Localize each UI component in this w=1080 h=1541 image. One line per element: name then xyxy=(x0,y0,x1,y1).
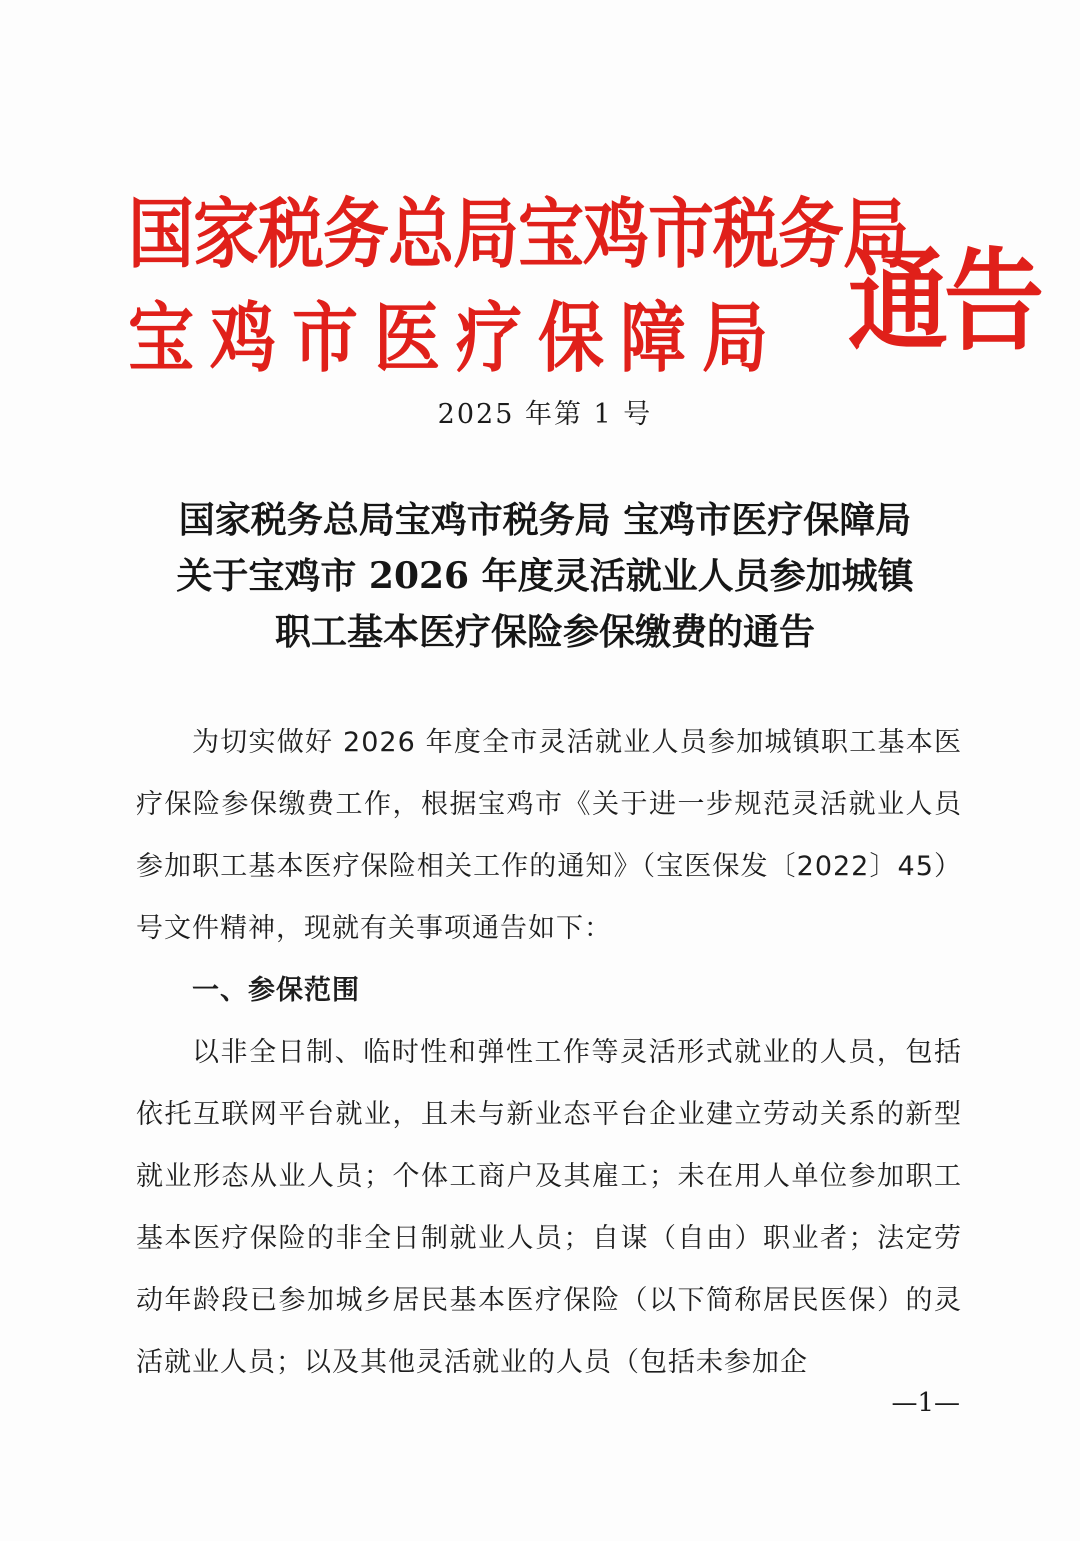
page-number: —1— xyxy=(891,1388,960,1418)
scope-paragraph: 以非全日制、临时性和弹性工作等灵活形式就业的人员，包括依托互联网平台就业，且未与新业态平台企业建立劳动关系的新型就业形态从业人员；个体工商户及其雇工；未在用人单位参加职工基本医疗保险的非全日制就业人员；自谋（自由）职业者；法定劳动年龄段已参加城乡居民基本医疗保险（以下简称居民医保）的灵活就业人员；以及其他灵活就业的人员（包括未参加企 xyxy=(136,1037,962,1378)
issuing-agency-medical-security-bureau: 宝鸡市医疗保障局 xyxy=(128,292,784,383)
title-line-3: 职工基本医疗保险参保缴费的通告 xyxy=(274,611,815,653)
title-line-2: 关于宝鸡市 2026 年度灵活就业人员参加城镇 xyxy=(176,555,914,597)
notice-type-mark: 通告 xyxy=(848,235,1040,366)
section-heading-scope: 一、参保范围 xyxy=(192,975,360,1006)
issuing-agency-tax-bureau: 国家税务总局宝鸡市税务局 xyxy=(128,188,908,279)
document-number: 2025 年第 1 号 xyxy=(437,399,653,430)
intro-paragraph: 为切实做好 2026 年度全市灵活就业人员参加城镇职工基本医疗保险参保缴费工作，根据宝鸡市《关于进一步规范灵活就业人员参加职工基本医疗保险相关工作的通知》（宝医保发〔2022〕45）号文件精神，现就有关事项通告如下： xyxy=(136,727,962,944)
document-title xyxy=(100,492,990,660)
red-letterhead xyxy=(128,180,1040,383)
document-body xyxy=(136,712,962,1394)
title-line-1: 国家税务总局宝鸡市税务局 宝鸡市医疗保障局 xyxy=(178,499,912,541)
